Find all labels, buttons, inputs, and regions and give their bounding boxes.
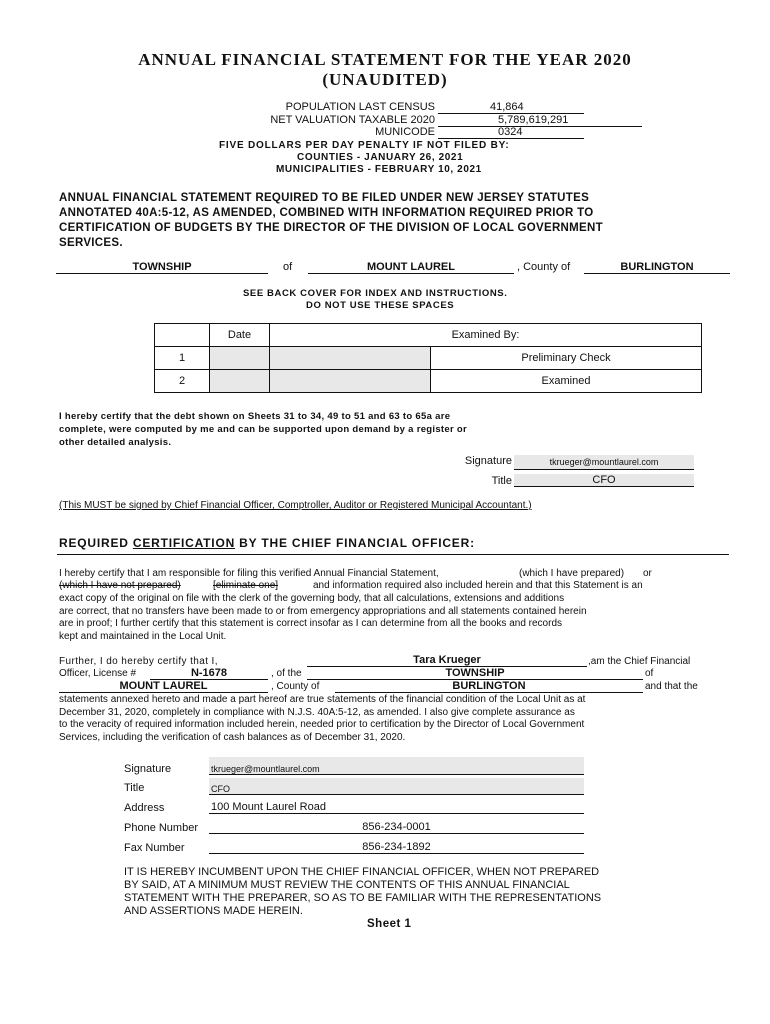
- valuation-value: 5,789,619,291: [438, 114, 642, 127]
- of-label: of: [645, 668, 654, 679]
- row-number: 2: [155, 370, 210, 393]
- cfo-text: ,am the Chief Financial: [588, 656, 691, 667]
- examiner-cell[interactable]: [270, 347, 431, 370]
- contact-signature-field[interactable]: tkrueger@mountlaurel.com: [209, 757, 584, 775]
- county-label: , County of: [271, 681, 320, 692]
- table-row: [155, 347, 702, 370]
- unit-name: MOUNT LAUREL: [59, 680, 268, 693]
- contact-title-label: Title: [124, 782, 145, 794]
- table-header-row: [155, 324, 702, 347]
- and-that-label: and that the: [645, 681, 698, 692]
- examined-header: Examined By:: [270, 324, 702, 347]
- cert-paragraph-rest: exact copy of the original on file with the clerk of the governing body, that all calculations, extensions and additions are correct, that no transfers have been made to or from emergency appropriations and all statements contained herein are in proof; I further certify that this statement is correct insofar as I can determine from all the books and records kept and maintained in the Local Unit.: [59, 593, 587, 643]
- heading-divider: [57, 554, 729, 555]
- contact-title-field[interactable]: CFO: [209, 778, 584, 795]
- must-note: (This MUST be signed by Chief Financial Officer, Comptroller, Auditor or Registered Municipal Accountant.): [59, 500, 532, 511]
- cert-line-2a: (which I have not prepared): [59, 580, 181, 591]
- debt-certification: I hereby certify that the debt shown on Sheets 31 to 34, 49 to 51 and 63 to 65a are complete, were computed by me and can be supported upon demand by a register or other detailed analysis.: [59, 411, 467, 448]
- cert-line-1c: or: [643, 568, 652, 579]
- population-value: 41,864: [438, 101, 584, 114]
- entity-county-label: , County of: [517, 261, 571, 273]
- penalty-line-1: FIVE DOLLARS PER DAY PENALTY IF NOT FILED BY:: [219, 140, 510, 151]
- entity-name: MOUNT LAUREL: [308, 261, 514, 274]
- cert-line-2b: [eliminate one]: [213, 580, 279, 591]
- page-subtitle: (UNAUDITED): [322, 70, 448, 89]
- county-name: BURLINGTON: [335, 680, 643, 693]
- further-intro: Further, I do hereby certify that I,: [59, 656, 218, 667]
- signature-label: Signature: [464, 455, 512, 467]
- entity-of: of: [283, 261, 293, 273]
- check-label: Preliminary Check: [431, 347, 702, 370]
- contact-phone-label: Phone Number: [124, 822, 198, 834]
- table-row: [155, 370, 702, 393]
- see-back-line-2: DO NOT USE THESE SPACES: [306, 300, 455, 311]
- row-number: 1: [155, 347, 210, 370]
- examiner-cell[interactable]: [270, 370, 431, 393]
- penalty-line-3: MUNICIPALITIES - FEBRUARY 10, 2021: [276, 164, 482, 175]
- title-label: Title: [491, 475, 512, 487]
- cert-line-1b: (which I have prepared): [519, 568, 625, 579]
- page-title: ANNUAL FINANCIAL STATEMENT FOR THE YEAR 2020: [138, 50, 632, 69]
- penalty-line-2: COUNTIES - JANUARY 26, 2021: [297, 152, 464, 163]
- signature-field[interactable]: tkrueger@mountlaurel.com: [514, 455, 694, 470]
- statute-paragraph: ANNUAL FINANCIAL STATEMENT REQUIRED TO BE FILED UNDER NEW JERSEY STATUTES ANNOTATED 40A:5-12, AS AMENDED, COMBINED WITH INFORMATION REQUIRED PRIOR TO CERTIFICATION OF BUDGETS BY THE DIRECTOR OF THE DIVISION OF LOCAL GOVERNMENT SERVICES.: [59, 192, 603, 249]
- population-label: POPULATION LAST CENSUS: [285, 101, 435, 113]
- title-field[interactable]: CFO: [514, 474, 694, 487]
- required-heading: REQUIRED CERTIFICATION BY THE CHIEF FINANCIAL OFFICER:: [59, 536, 475, 550]
- contact-address-label: Address: [124, 802, 165, 814]
- entity-type: TOWNSHIP: [56, 261, 268, 274]
- contact-fax-label: Fax Number: [124, 842, 185, 854]
- further-paragraph-rest: statements annexed hereto and made a part hereof are true statements of the financial condition of the Local Unit as at December 31, 2020, completely in compliance with N.J.S. 40A:5-12, as amended. I also give complete assurance as to the veracity of required information included herein, needed prior to certification by the Director of Local Government Services, including the verification of cash balances as of December 31, 2020.: [59, 694, 586, 744]
- date-header: Date: [210, 324, 270, 347]
- header-blank-cell: [155, 324, 210, 347]
- contact-phone-field[interactable]: 856-234-0001: [209, 821, 584, 834]
- cert-line-2c: and information required also included herein and that this Statement is an: [313, 580, 643, 591]
- municode-value: 0324: [438, 126, 584, 139]
- license-label: Officer, License #: [59, 668, 137, 679]
- of-the-label: , of the: [271, 668, 302, 679]
- municode-label: MUNICODE: [375, 126, 435, 138]
- entity-county: BURLINGTON: [584, 261, 730, 274]
- date-cell[interactable]: [210, 370, 270, 393]
- incumbent-paragraph: IT IS HEREBY INCUMBENT UPON THE CHIEF FINANCIAL OFFICER, WHEN NOT PREPARED BY SAID, AT A MINIMUM MUST REVIEW THE CONTENTS OF THIS ANNUAL FINANCIAL STATEMENT WITH THE PREPARER, SO AS TO BE FAMILIAR WITH THE REPRESENTATIONS AND ASSERTIONS MADE HEREIN.: [124, 866, 602, 917]
- contact-fax-field[interactable]: 856-234-1892: [209, 841, 584, 854]
- contact-signature-label: Signature: [124, 763, 172, 775]
- unit-type: TOWNSHIP: [307, 667, 643, 680]
- see-back-line-1: SEE BACK COVER FOR INDEX AND INSTRUCTIONS.: [243, 288, 508, 299]
- cert-line-1a: I hereby certify that I am responsible for filing this verified Annual Financial Statement,: [59, 568, 439, 579]
- cfo-name: Tara Krueger: [307, 654, 587, 667]
- examination-table: [154, 323, 702, 393]
- sheet-number: Sheet 1: [367, 918, 412, 930]
- contact-address-field[interactable]: 100 Mount Laurel Road: [209, 801, 584, 814]
- check-label: Examined: [431, 370, 702, 393]
- valuation-label: NET VALUATION TAXABLE 2020: [270, 114, 435, 126]
- license-number: N-1678: [150, 667, 268, 680]
- date-cell[interactable]: [210, 347, 270, 370]
